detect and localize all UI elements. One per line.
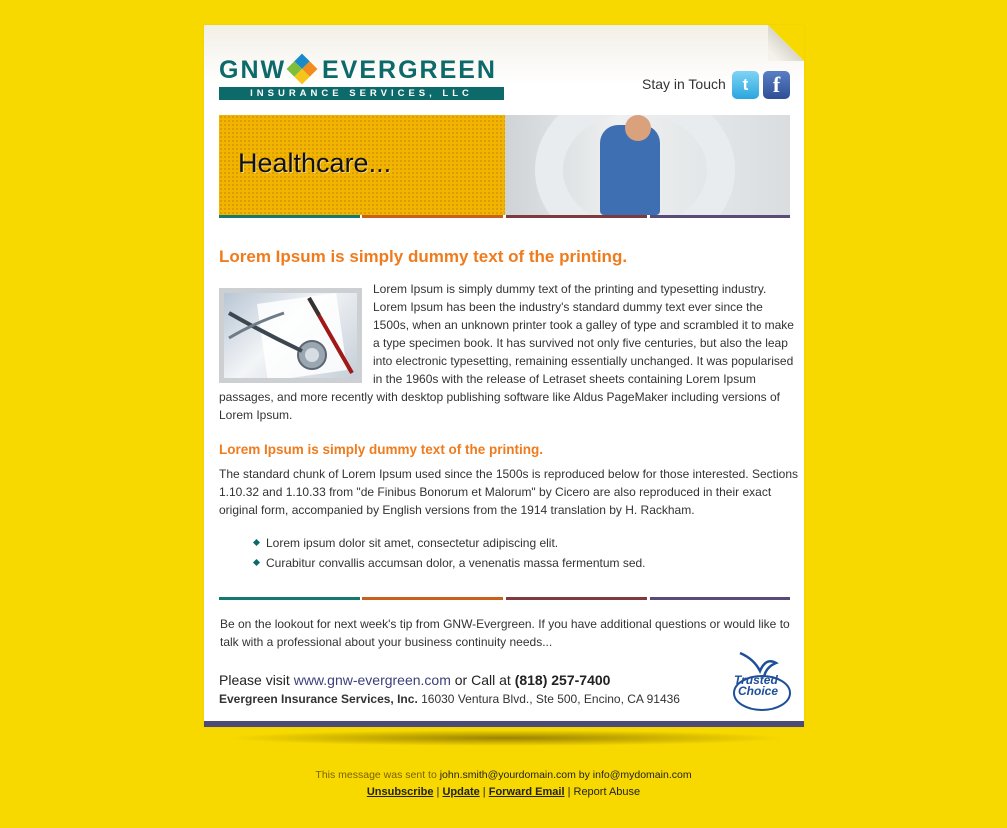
- article-heading: Lorem Ipsum is simply dummy text of the printing.: [219, 247, 628, 266]
- banner-dot-pattern: [219, 115, 505, 215]
- phone-number: (818) 257-7400: [514, 672, 611, 688]
- contact-line: [219, 672, 610, 688]
- trusted-choice-logo: [732, 649, 792, 711]
- update-link[interactable]: Update: [442, 786, 480, 798]
- logo-evergreen: EVERGREEN: [322, 56, 497, 84]
- company-logo[interactable]: [219, 55, 504, 101]
- forward-email-link[interactable]: Forward Email: [488, 786, 565, 798]
- separator: |: [479, 786, 489, 798]
- twitter-icon[interactable]: t: [732, 71, 759, 99]
- bullet-list: [254, 533, 646, 573]
- logo-subtitle: INSURANCE SERVICES, LLC: [219, 87, 504, 100]
- sent-prefix: This message was sent to: [315, 769, 440, 781]
- color-divider-top: [219, 215, 790, 218]
- visit-prefix: Please visit: [219, 672, 294, 688]
- page-peel-fold: [768, 25, 804, 61]
- banner-photo-mri: [505, 115, 790, 215]
- hero-banner: [219, 115, 790, 215]
- facebook-icon[interactable]: f: [763, 71, 790, 99]
- article-paragraph-1-text: Lorem Ipsum is simply dummy text of the printing and typesetting industry. Lorem Ipsum has been the industry's standard dummy text ever since the 1500s, when an unknown printer took a galley of type and scrambled it to make a type specimen book. It has survived not only five centuries, but also the leap into electronic typesetting, remaining essentially unchanged. It was popularised in the 1960s with the release of Letraset sheets containing Lorem Ipsum passages, and more recently with desktop publishing software like Aldus PageMaker including versions of Lorem Ipsum.: [219, 282, 794, 422]
- article-subheading: Lorem Ipsum is simply dummy text of the printing.: [219, 442, 544, 457]
- banner-title: Healthcare...: [238, 148, 392, 178]
- website-link[interactable]: www.gnw-evergreen.com: [293, 672, 451, 688]
- footer-sent-line: [0, 769, 1007, 781]
- address-line: [219, 692, 680, 706]
- logo-gnw: GNW: [219, 56, 287, 84]
- color-divider-bottom: [219, 597, 790, 600]
- trusted-choice-text: [734, 675, 778, 697]
- card-shadow: [226, 730, 786, 746]
- card-bottom-bar: [204, 721, 804, 727]
- company-address: 16030 Ventura Blvd., Ste 500, Encino, CA 91436: [417, 692, 680, 706]
- article-paragraph-2: The standard chunk of Lorem Ipsum used since the 1500s is reproduced below for those interested. Sections 1.10.32 and 1.10.33 from "de Finibus Bonorum et Malorum" by Cicero are also reproduced in their exact original form, accompanied by English versions from the 1914 translation by H. Rackham.: [219, 467, 798, 517]
- badge-line-2: Choice: [738, 684, 779, 698]
- footer-links: [0, 786, 1007, 798]
- logo-diamond-icon: [286, 53, 317, 84]
- unsubscribe-link[interactable]: Unsubscribe: [366, 786, 434, 798]
- separator: |: [564, 786, 574, 798]
- doctor-head: [625, 115, 651, 141]
- call-prefix: or Call at: [450, 672, 515, 688]
- recipient-email: john.smith@yourdomain.com: [439, 769, 576, 781]
- company-name: Evergreen Insurance Services, Inc.: [219, 692, 418, 706]
- stethoscope-photo: [219, 288, 362, 383]
- separator: |: [433, 786, 443, 798]
- bullet-item: Lorem ipsum dolor sit amet, consectetur adipiscing elit.: [254, 533, 646, 553]
- bullet-item: Curabitur convallis accumsan dolor, a venenatis massa fermentum sed.: [254, 553, 646, 573]
- stay-in-touch-label: Stay in Touch: [642, 76, 726, 92]
- sender-email: info@mydomain.com: [592, 769, 692, 781]
- by-text: by: [575, 769, 593, 781]
- closing-paragraph: Be on the lookout for next week's tip from GNW-Evergreen. If you have additional questions or would like to talk with a professional about your business continuity needs...: [220, 617, 790, 649]
- report-abuse-link[interactable]: Report Abuse: [573, 786, 641, 798]
- stethoscope-image: [224, 293, 357, 378]
- email-card: [204, 25, 804, 727]
- badge-line-1: Trusted: [734, 673, 778, 687]
